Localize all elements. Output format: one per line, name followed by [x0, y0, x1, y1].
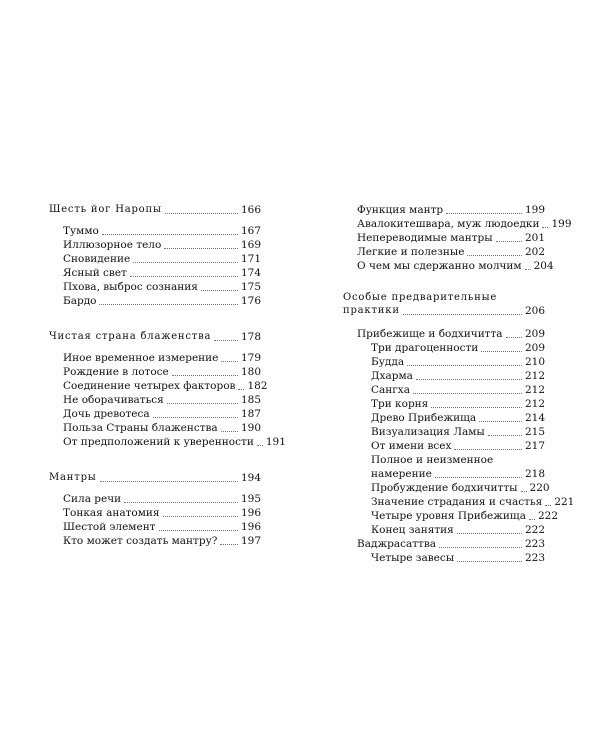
toc-entry	[49, 407, 261, 421]
toc-entry-title: От имени всех	[371, 440, 452, 452]
toc-page-number: 185	[240, 394, 261, 406]
toc-entry-title: Рождение в лотосе	[63, 366, 169, 378]
toc-page-number: 201	[524, 232, 545, 244]
toc-page-number: 199	[551, 218, 572, 230]
dot-leader	[403, 314, 522, 315]
dot-leader	[164, 248, 238, 249]
toc-entry	[343, 259, 554, 273]
toc-page-number: 196	[240, 521, 261, 533]
toc-page-number: 179	[240, 352, 261, 364]
toc-page-number: 167	[240, 225, 261, 237]
toc-entry-title: Иллюзорное тело	[63, 239, 162, 251]
dot-leader	[163, 516, 238, 517]
toc-section-title: Шесть йог Наропы	[49, 204, 162, 215]
dot-leader	[435, 477, 522, 478]
toc-entry	[343, 245, 545, 259]
toc-entry	[49, 492, 261, 506]
toc-page-number: 194	[240, 472, 261, 484]
toc-page-number: 223	[524, 538, 545, 550]
toc-page-number: 218	[524, 468, 545, 480]
dot-leader	[506, 337, 522, 338]
dot-leader	[407, 365, 522, 366]
toc-page-number: 220	[529, 482, 550, 494]
toc-entry	[49, 506, 261, 520]
toc-entry	[49, 266, 261, 280]
toc-section-title-cont: практики	[343, 305, 400, 316]
toc-entry-title: Туммо	[63, 225, 99, 237]
toc-entry-title: Кто может создать мантру?	[63, 535, 218, 547]
dot-leader	[133, 262, 238, 263]
toc-entry-title: Авалокитешвара, муж людоедки	[357, 218, 540, 230]
toc-entry-title: Три корня	[371, 398, 429, 410]
toc-section-title: Особые предварительные	[343, 292, 498, 303]
toc-entry	[49, 365, 261, 379]
toc-page-number: 223	[524, 552, 545, 564]
toc-entry-title: Четыре уровня Прибежища	[371, 510, 526, 522]
toc-entry-title: Иное временное измерение	[63, 352, 219, 364]
toc-entry	[343, 467, 545, 481]
dot-leader	[220, 544, 238, 545]
toc-entry-title: Пробуждение бодхичитты	[371, 482, 518, 494]
toc-entry-title: Дхарма	[371, 370, 413, 382]
toc-entry	[343, 425, 545, 439]
dot-leader	[100, 481, 238, 482]
toc-page-number: 210	[524, 356, 545, 368]
toc-entry	[343, 203, 545, 217]
toc-entry-title: Будда	[371, 356, 405, 368]
toc-entry	[49, 280, 261, 294]
dot-leader	[457, 533, 522, 534]
toc-page-number: 166	[240, 204, 261, 216]
dot-leader	[446, 213, 522, 214]
dot-leader	[542, 227, 548, 228]
dot-leader	[153, 417, 238, 418]
toc-page-number: 214	[524, 412, 545, 424]
dot-leader	[221, 431, 238, 432]
toc-entry-title: Функция мантр	[357, 204, 444, 216]
toc-entry-title: Четыре завесы	[371, 552, 455, 564]
dot-leader	[165, 213, 238, 214]
toc-entry-line	[343, 453, 545, 467]
dot-leader	[545, 505, 551, 506]
toc-entry	[49, 435, 286, 449]
toc-page-number: 187	[240, 408, 261, 420]
toc-section-title: Мантры	[49, 472, 97, 483]
toc-entry	[343, 523, 545, 537]
toc-entry	[49, 520, 261, 534]
toc-entry-title-cont: намерение	[371, 468, 432, 480]
toc-entry-title: Ясный свет	[63, 267, 127, 279]
dot-leader	[102, 234, 238, 235]
toc-subsection	[343, 537, 545, 551]
toc-page-number: 222	[524, 524, 545, 536]
toc-entry	[49, 294, 261, 308]
toc-entry	[343, 495, 575, 509]
toc-entry-title: Визуализация Ламы	[371, 426, 485, 438]
toc-entry	[343, 509, 558, 523]
toc-page-number: 182	[247, 380, 268, 392]
toc-page-number: 221	[554, 496, 575, 508]
toc-entry	[343, 369, 545, 383]
toc-entry-title: Сангха	[371, 384, 410, 396]
toc-page-number: 195	[240, 493, 261, 505]
toc-page-number: 199	[524, 204, 545, 216]
toc-page-number: 175	[240, 281, 261, 293]
toc-entry-title: От предположений к уверенности	[63, 436, 254, 448]
toc-page-number: 176	[240, 295, 261, 307]
dot-leader	[416, 379, 522, 380]
toc-section	[343, 304, 545, 318]
toc-entry-title: Пхова, выброс сознания	[63, 281, 198, 293]
dot-leader	[167, 403, 238, 404]
toc-entry-title: Бардо	[63, 295, 97, 307]
toc-page-number: 196	[240, 507, 261, 519]
right-page-contents	[343, 203, 575, 565]
toc-page-number: 212	[524, 398, 545, 410]
toc-entry-title: Польза Страны блаженства	[63, 422, 218, 434]
toc-entry-title: Шестой элемент	[63, 521, 156, 533]
toc-entry	[49, 224, 261, 238]
toc-entry	[343, 231, 545, 245]
toc-entry	[49, 393, 261, 407]
toc-entry	[49, 252, 261, 266]
toc-page-number: 171	[240, 253, 261, 265]
toc-page-number: 180	[240, 366, 261, 378]
dot-leader	[130, 276, 238, 277]
toc-entry	[343, 481, 550, 495]
toc-section	[49, 203, 261, 217]
toc-entry	[49, 421, 261, 435]
dot-leader	[467, 255, 522, 256]
toc-entry-title: Непереводимые мантры	[357, 232, 493, 244]
toc-entry	[343, 341, 545, 355]
toc-section	[49, 330, 261, 344]
toc-entry-title: Значение страдания и счастья	[371, 496, 543, 508]
toc-page-number: 212	[524, 384, 545, 396]
dot-leader	[521, 491, 527, 492]
toc-entry-title: Не оборачиваться	[63, 394, 164, 406]
toc-page-number: 191	[265, 436, 286, 448]
dot-leader	[457, 561, 522, 562]
dot-leader	[172, 375, 238, 376]
dot-leader	[221, 361, 238, 362]
dot-leader	[124, 502, 238, 503]
dot-leader	[257, 445, 263, 446]
toc-page-number: 169	[240, 239, 261, 251]
toc-page-number: 222	[537, 510, 558, 522]
toc-entry	[49, 351, 261, 365]
dot-leader	[201, 290, 238, 291]
dot-leader	[479, 421, 522, 422]
toc-entry-title: О чем мы сдержанно молчим	[357, 260, 522, 272]
toc-page-number: 178	[240, 331, 261, 343]
toc-entry-title: Древо Прибежища	[371, 412, 477, 424]
toc-page-number: 212	[524, 370, 545, 382]
toc-page-number: 215	[524, 426, 545, 438]
toc-entry-title: Ваджрасаттва	[357, 538, 437, 550]
toc-entry	[343, 411, 545, 425]
toc-page-number: 197	[240, 535, 261, 547]
toc-page-number: 174	[240, 267, 261, 279]
toc-page-number: 209	[524, 342, 545, 354]
dot-leader	[488, 435, 522, 436]
toc-section-title: Чистая страна блаженства	[49, 331, 212, 342]
dot-leader	[214, 340, 238, 341]
toc-page-number: 190	[240, 422, 261, 434]
toc-page-number: 206	[524, 305, 545, 317]
toc-entry-title: Соединение четырех факторов	[63, 380, 236, 392]
toc-page-number: 209	[524, 328, 545, 340]
toc-section-title-line	[343, 291, 545, 304]
toc-entry	[343, 551, 545, 565]
dot-leader	[99, 304, 237, 305]
dot-leader	[529, 519, 535, 520]
toc-section	[49, 471, 261, 485]
toc-entry	[343, 439, 545, 453]
toc-entry-title: Полное и неизменное	[371, 454, 494, 466]
dot-leader	[496, 241, 522, 242]
toc-entry	[49, 238, 261, 252]
dot-leader	[481, 351, 522, 352]
left-page-contents	[49, 203, 286, 548]
dot-leader	[525, 269, 531, 270]
toc-entry	[49, 379, 268, 393]
toc-entry-title: Прибежище и бодхичитта	[357, 328, 503, 340]
toc-entry-title: Три драгоценности	[371, 342, 479, 354]
toc-entry	[343, 383, 545, 397]
toc-entry-title: Сновидение	[63, 253, 131, 265]
toc-page-number: 217	[524, 440, 545, 452]
toc-entry-title: Сила речи	[63, 493, 122, 505]
toc-subsection	[343, 327, 545, 341]
dot-leader	[238, 389, 244, 390]
toc-entry	[49, 534, 261, 548]
toc-entry	[343, 217, 572, 231]
dot-leader	[431, 407, 522, 408]
toc-entry-title: Легкие и полезные	[357, 246, 465, 258]
toc-page-number: 204	[533, 260, 554, 272]
dot-leader	[413, 393, 522, 394]
dot-leader	[454, 449, 522, 450]
toc-entry	[343, 397, 545, 411]
dot-leader	[159, 530, 238, 531]
toc-entry	[343, 355, 545, 369]
toc-page-number: 202	[524, 246, 545, 258]
dot-leader	[439, 547, 522, 548]
toc-entry-title: Тонкая анатомия	[63, 507, 160, 519]
toc-entry-title: Дочь древотеса	[63, 408, 150, 420]
toc-entry-title: Конец занятия	[371, 524, 454, 536]
